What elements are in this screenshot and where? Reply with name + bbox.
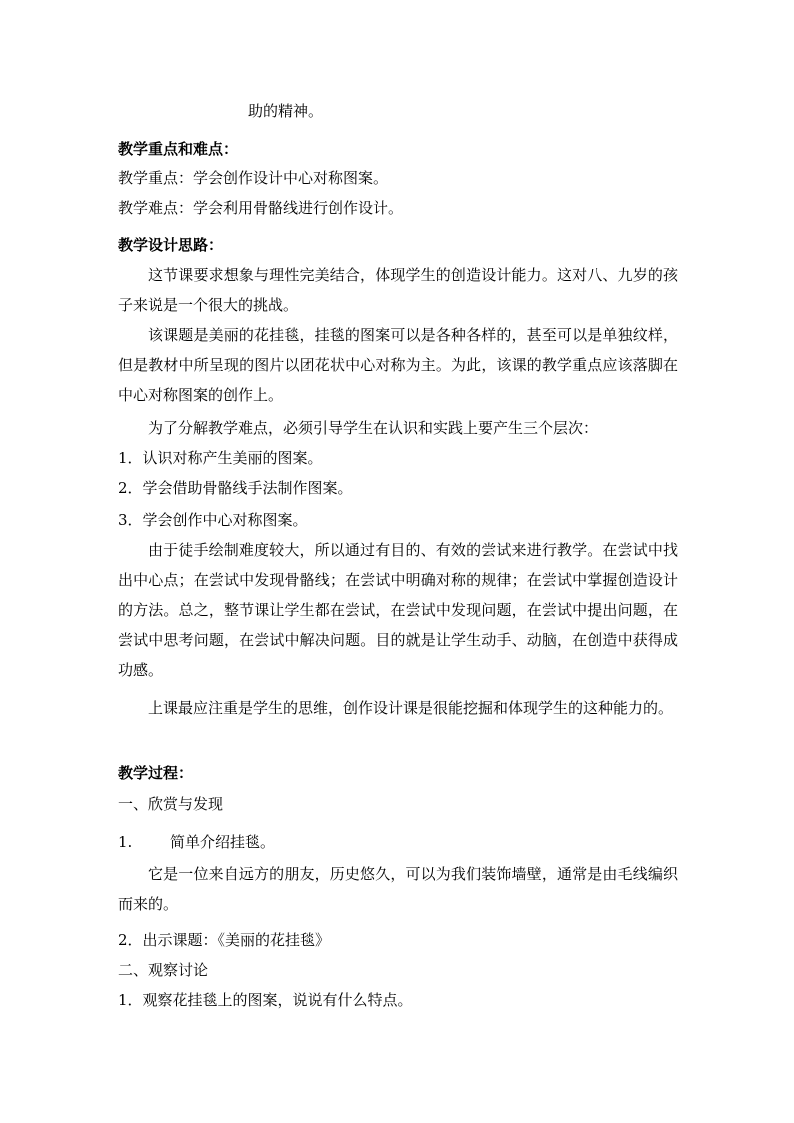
paragraph: 这节课要求想象与理性完美结合，体现学生的创造设计能力。这对八、九岁的孩子来说是一个很大的挑战。: [118, 266, 678, 314]
paragraph: 由于徒手绘制难度较大，所以通过有目的、有效的尝试来进行教学。在尝试中找出中心点；在尝试中发现骨骼线；在尝试中明确对称的规律；在尝试中掌握创造设计的方法。总之，整节课让学生都在尝试，在尝试中发现问题，在尝试中提出问题，在尝试中思考问题，在尝试中解决问题。目的就是让学生动手、动脑，在创造中获得成功感。: [118, 541, 678, 679]
list-item: 2．出示课题：《美丽的花挂毯》: [118, 931, 331, 949]
text-line: 为了分解教学难点，必须引导学生在认识和实践上要产生三个层次：: [148, 419, 599, 437]
list-item: 1．观察花挂毯上的图案，说说有什么特点。: [118, 991, 413, 1009]
list-item: 2．学会借助骨骼线手法制作图案。: [118, 479, 353, 497]
list-item: 简单介绍挂毯。: [170, 833, 276, 851]
paragraph: 上课最应注重是学生的思维，创作设计课是很能挖掘和体现学生的这种能力的。: [148, 699, 674, 717]
text-line: 助的精神。: [248, 102, 324, 120]
paragraph: 它是一位来自远方的朋友，历史悠久，可以为我们装饰墙壁，通常是由毛线编织而来的。: [118, 865, 678, 913]
list-item: 3．学会创作中心对称图案。: [118, 511, 308, 529]
text-line: 二、观察讨论: [118, 961, 209, 979]
text-line: 教学难点：学会利用骨骼线进行创作设计。: [118, 199, 404, 217]
section-heading: 教学重点和难点：: [118, 140, 239, 158]
text-line: 教学重点：学会创作设计中心对称图案。: [118, 169, 389, 187]
list-item: 1．认识对称产生美丽的图案。: [118, 449, 323, 467]
section-heading: 教学设计思路：: [118, 236, 224, 254]
text-line: 一、欣赏与发现: [118, 795, 224, 813]
list-number: 1.: [118, 833, 133, 851]
section-heading: 教学过程：: [118, 764, 194, 782]
paragraph: 该课题是美丽的花挂毯，挂毯的图案可以是各种各样的，甚至可以是单独纹样，但是教材中所呈现的图片以团花状中心对称为主。为此，该课的教学重点应该落脚在中心对称图案的创作上。: [118, 326, 678, 404]
